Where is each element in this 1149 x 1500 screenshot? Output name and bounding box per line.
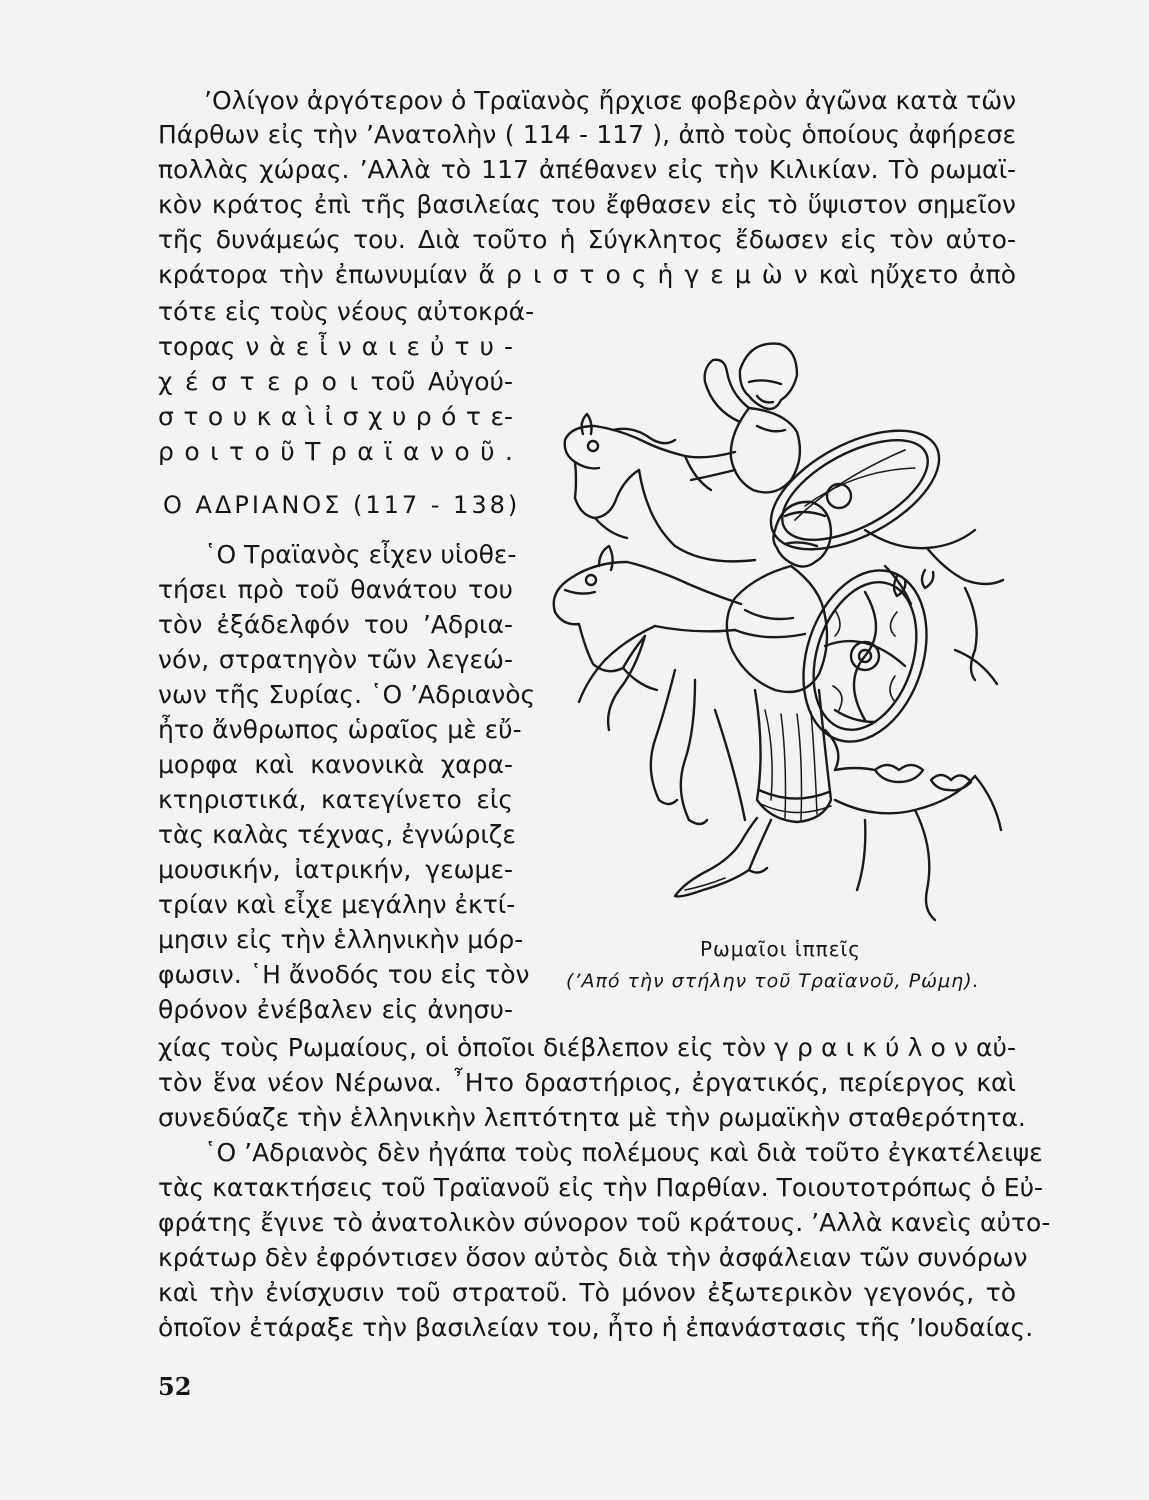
text-line: ῾Ο Τραϊανὸς εἶχεν υἱοθε-	[204, 540, 517, 569]
text-line: μησιν εἰς τὴν ἑλληνικὴν μόρ-	[158, 925, 524, 954]
text-line: μουσικήν, ἰατρικήν, γεωμε-	[158, 855, 513, 884]
figure-source: (’Από τὴν στήλην τοῦ Τραϊανοῦ, Ρώμη).	[566, 970, 980, 992]
section-heading: Ο ΑΔΡΙΑΝΟΣ (117 - 138)	[163, 491, 521, 519]
text-line: φωσιν. ῾Η ἄνοδός του εἰς τὸν	[158, 960, 530, 989]
text-line: ὁποῖον ἐτάραξε τὴν βασιλείαν του, ἦτο ἡ ἐπανάστασις τῆς ’Ιουδαίας.	[158, 1313, 1034, 1342]
text-line: τὰς καλὰς τέχνας, ἐγνώριζε	[158, 820, 516, 849]
text-line: μορφα καὶ κανονικὰ χαρα-	[158, 750, 513, 779]
text-line: σ τ ο υ κ α ὶ ἰ σ χ υ ρ ό τ ε-	[158, 402, 513, 431]
text-line: χ έ σ τ ε ρ ο ι τοῦ Αὐγού-	[158, 367, 513, 396]
figure-caption: Ρωμαῖοι ἱππεῖς	[700, 937, 862, 961]
text-line: τῆς δυνάμεώς του. Διὰ τοῦτο ἡ Σύγκλητος ἔδωσεν εἰς τὸν αὐτο-	[158, 225, 1016, 254]
text-line: Πάρθων εἰς τὴν ’Ανατολὴν ( 114 - 117 ), ἀπὸ τοὺς ὁποίους ἀφήρεσε	[158, 120, 1016, 149]
text-line: ρ ο ι τ ο ῦ Τ ρ α ϊ α ν ο ῦ .	[158, 437, 513, 466]
text-line: τήσει πρὸ τοῦ θανάτου του	[158, 575, 513, 604]
text-line: ἦτο ἄνθρωπος ὡραῖος μὲ εὔ-	[158, 715, 522, 744]
text-line: τορας ν ὰ ε ἶ ν α ι ε ὐ τ υ -	[158, 332, 513, 361]
text-line: τὸν ἐξάδελφόν του ’Αδρια-	[158, 610, 513, 639]
roman-horsemen-illustration	[535, 330, 1005, 930]
text-line: πολλὰς χώρας. ’Αλλὰ τὸ 117 ἀπέθανεν εἰς τὴν Κιλικίαν. Τὸ ρωμαϊ-	[158, 155, 1016, 184]
text-line: νόν, στρατηγὸν τῶν λεγεώ-	[158, 645, 513, 674]
text-line: κὸν κράτος ἐπὶ τῆς βασιλείας του ἔφθασεν εἰς τὸ ὕψιστον σημεῖον	[158, 190, 1016, 219]
text-line: κτηριστικά, κατεγίνετο εἰς	[158, 785, 513, 814]
text-line: τὸν ἕνα νέον Νέρωνα. ῏Ητο δραστήριος, ἐργατικός, περίεργος καὶ	[158, 1068, 1016, 1097]
text-line: τὰς κατακτήσεις τοῦ Τραϊανοῦ εἰς τὴν Παρθίαν. Τοιουτοτρόπως ὁ Εὐ-	[158, 1173, 1044, 1202]
text-line: κράτορα τὴν ἐπωνυμίαν ἄ ρ ι σ τ ο ς ἡ γ ε μ ὼ ν καὶ ηὔχετο ἀπὸ	[158, 260, 1016, 289]
text-line: ’Ολίγον ἀργότερον ὁ Τραϊανὸς ἤρχισε φοβερὸν ἀγῶνα κατὰ τῶν	[204, 86, 1017, 115]
text-line: καὶ τὴν ἐνίσχυσιν τοῦ στρατοῦ. Τὸ μόνον ἐξωτερικὸν γεγονός, τὸ	[158, 1278, 1016, 1307]
text-line: νων τῆς Συρίας. ῾Ο ’Αδριανὸς	[158, 680, 536, 709]
page-number: 52	[158, 1372, 192, 1401]
text-line: θρόνον ἐνέβαλεν εἰς ἀνησυ-	[158, 995, 513, 1024]
text-line: χίας τοὺς Ρωμαίους, οἱ ὁποῖοι διέβλεπον εἰς τὸν γ ρ α ι κ ύ λ ο ν αὐ-	[158, 1033, 1016, 1062]
text-line: κράτωρ δὲν ἐφρόντισεν ὅσον αὐτὸς διὰ τὴν ἀσφάλειαν τῶν συνόρων	[158, 1243, 1028, 1272]
text-line: ῾Ο ’Αδριανὸς δὲν ἠγάπα τοὺς πολέμους καὶ διὰ τοῦτο ἐγκατέλειψε	[204, 1138, 1043, 1167]
text-line: φράτης ἔγινε τὸ ἀνατολικὸν σύνορον τοῦ κράτους. ’Αλλὰ κανεὶς αὐτο-	[158, 1208, 1051, 1237]
text-line: συνεδύαζε τὴν ἑλληνικὴν λεπτότητα μὲ τὴν ρωμαϊκὴν σταθερότητα.	[158, 1103, 1026, 1132]
text-line: τότε εἰς τοὺς νέους αὐτοκρά-	[158, 297, 535, 326]
text-line: τρίαν καὶ εἶχε μεγάλην ἐκτί-	[158, 890, 516, 919]
